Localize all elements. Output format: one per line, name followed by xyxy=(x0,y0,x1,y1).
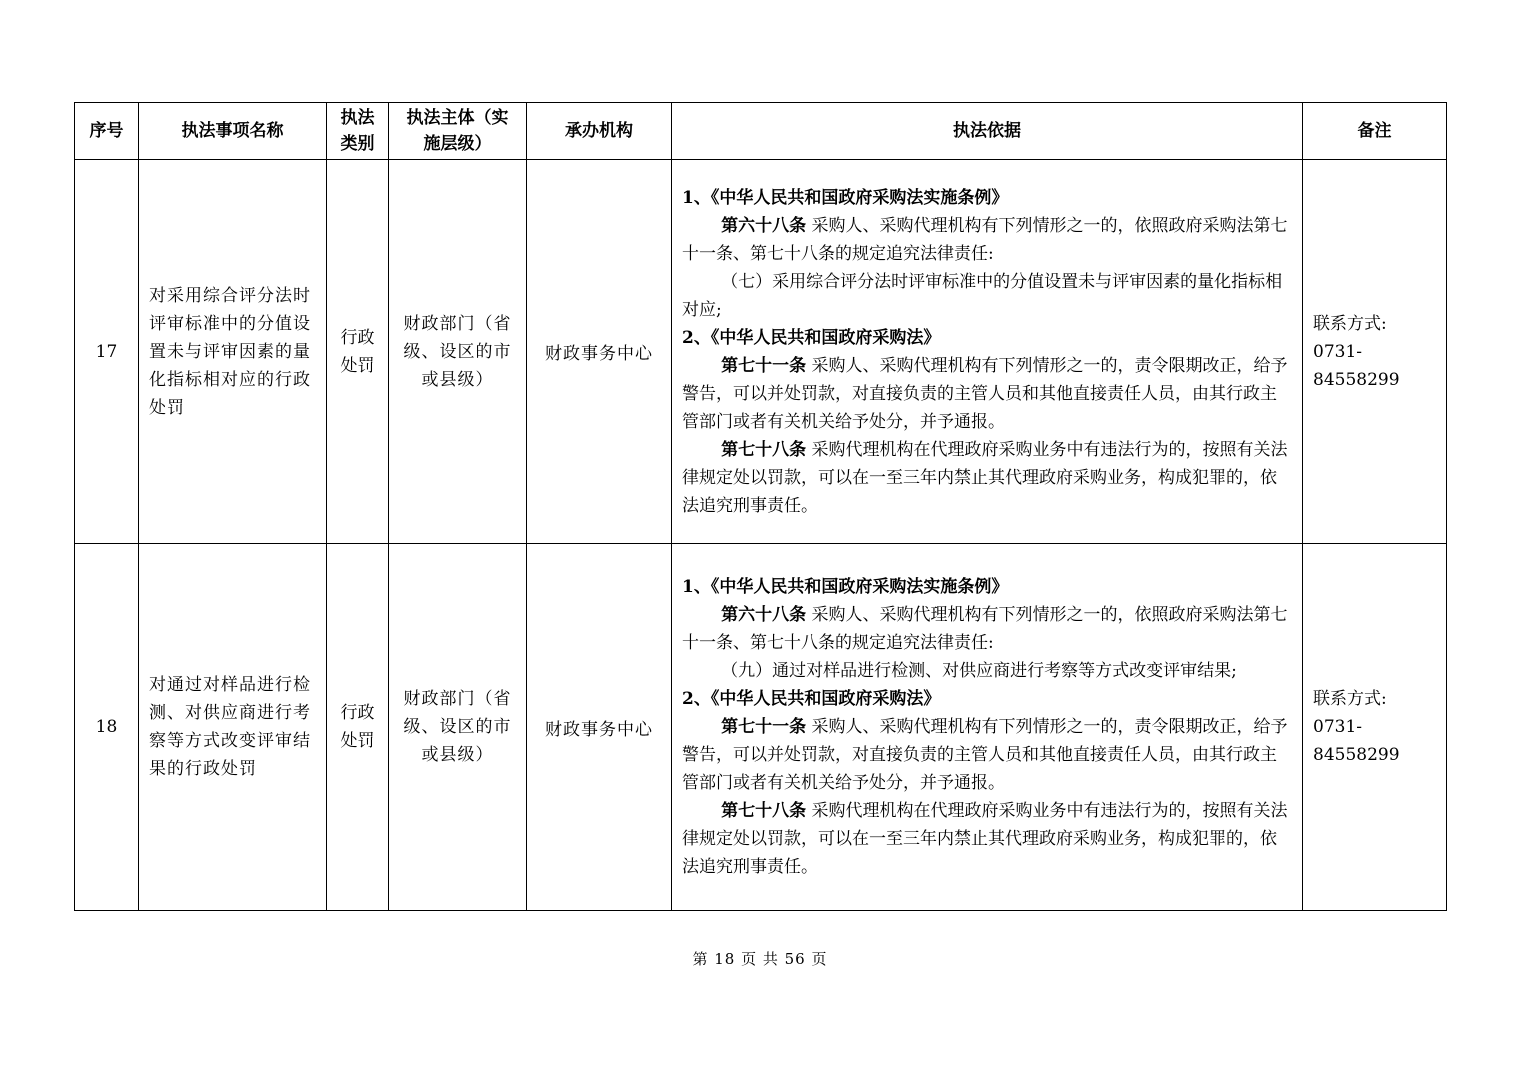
remarks xyxy=(1303,544,1447,911)
row-number: 18 xyxy=(75,544,139,911)
article-title: 第六十八条 xyxy=(721,215,807,236)
header-num: 序号 xyxy=(75,103,139,160)
article-paragraph xyxy=(682,212,1292,268)
law-title: 2、《中华人民共和国政府采购法》 xyxy=(682,689,941,709)
header-category: 执法类别 xyxy=(327,103,389,160)
header-subject: 执法主体（实施层级） xyxy=(389,103,527,160)
contact-label: 联系方式: xyxy=(1313,689,1387,709)
header-note: 备注 xyxy=(1303,103,1447,160)
enforcement-category: 行政处罚 xyxy=(327,544,389,911)
item-name: 对采用综合评分法时评审标准中的分值设置未与评审因素的量化指标相对应的行政处罚 xyxy=(139,160,327,544)
article-paragraph xyxy=(682,601,1292,657)
article-text: 采购人、采购代理机构有下列情形之一的，责令限期改正，给予警告，可以并处罚款，对直接负责的主管人员和其他直接责任人员，由其行政主管部门或者有关机关给予处分，并予通报。 xyxy=(682,355,1288,432)
table-row xyxy=(75,160,1447,544)
header-org: 承办机构 xyxy=(527,103,672,160)
header-basis: 执法依据 xyxy=(672,103,1303,160)
handling-organization: 财政事务中心 xyxy=(527,160,672,544)
article-title: 第七十一条 xyxy=(721,355,807,376)
header-name: 执法事项名称 xyxy=(139,103,327,160)
article-text: 采购人、采购代理机构有下列情形之一的，依照政府采购法第七十一条、第七十八条的规定追究法律责任: xyxy=(682,215,1288,264)
page-number: 第 18 页 共 56 页 xyxy=(692,950,828,968)
legal-basis xyxy=(672,544,1303,911)
article-item: （七）采用综合评分法时评审标准中的分值设置未与评审因素的量化指标相对应; xyxy=(682,271,1283,320)
remarks xyxy=(1303,160,1447,544)
contact-phone: 0731-84558299 xyxy=(1313,717,1400,765)
enforcement-table xyxy=(74,102,1447,911)
legal-basis xyxy=(672,160,1303,544)
article-paragraph xyxy=(682,797,1292,881)
article-paragraph xyxy=(682,352,1292,436)
law-title: 1、《中华人民共和国政府采购法实施条例》 xyxy=(682,577,1009,597)
enforcement-subject: 财政部门（省级、设区的市或县级） xyxy=(389,544,527,911)
law-title: 1、《中华人民共和国政府采购法实施条例》 xyxy=(682,187,1009,208)
article-item: （九）通过对样品进行检测、对供应商进行考察等方式改变评审结果; xyxy=(721,661,1237,681)
enforcement-subject: 财政部门（省级、设区的市或县级） xyxy=(389,160,527,544)
article-text: 采购代理机构在代理政府采购业务中有违法行为的，按照有关法律规定处以罚款，可以在一至三年内禁止其代理政府采购业务，构成犯罪的，依法追究刑事责任。 xyxy=(682,801,1288,877)
item-name: 对通过对样品进行检测、对供应商进行考察等方式改变评审结果的行政处罚 xyxy=(139,544,327,911)
row-number: 17 xyxy=(75,160,139,544)
article-title: 第七十一条 xyxy=(721,717,807,737)
article-paragraph xyxy=(682,436,1292,520)
article-text: 采购代理机构在代理政府采购业务中有违法行为的，按照有关法律规定处以罚款，可以在一至三年内禁止其代理政府采购业务，构成犯罪的，依法追究刑事责任。 xyxy=(682,439,1288,516)
table-row xyxy=(75,544,1447,911)
article-title: 第七十八条 xyxy=(721,439,807,460)
article-title: 第七十八条 xyxy=(721,801,807,821)
enforcement-category: 行政处罚 xyxy=(327,160,389,544)
article-paragraph xyxy=(682,713,1292,797)
handling-organization: 财政事务中心 xyxy=(527,544,672,911)
article-title: 第六十八条 xyxy=(721,605,807,625)
law-title: 2、《中华人民共和国政府采购法》 xyxy=(682,327,941,348)
contact-phone: 0731-84558299 xyxy=(1313,341,1400,390)
contact-label: 联系方式: xyxy=(1313,313,1387,334)
article-text: 采购人、采购代理机构有下列情形之一的，责令限期改正，给予警告，可以并处罚款，对直接负责的主管人员和其他直接责任人员，由其行政主管部门或者有关机关给予处分，并予通报。 xyxy=(682,717,1288,793)
table-header-row xyxy=(75,103,1447,160)
article-text: 采购人、采购代理机构有下列情形之一的，依照政府采购法第七十一条、第七十八条的规定追究法律责任: xyxy=(682,605,1288,653)
